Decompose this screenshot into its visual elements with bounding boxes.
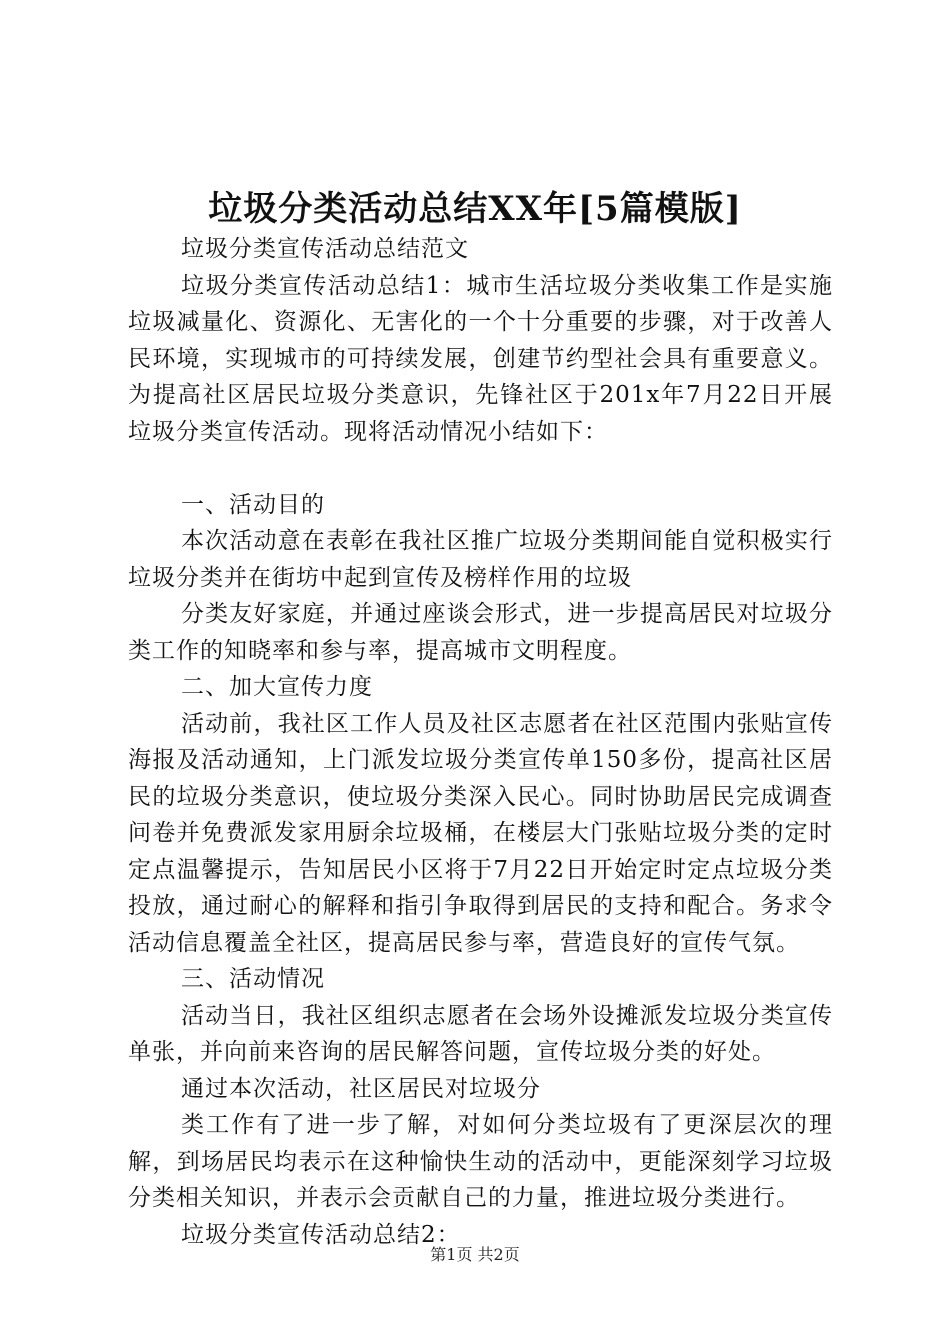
paragraph-activity-1: 活动当日，我社区组织志愿者在会场外设摊派发垃圾分类宣传单张，并向前来咨询的居民解答问题，宣传垃圾分类的好处。 — [128, 1002, 833, 1065]
section-heading-publicity: 二、加大宣传力度 — [181, 674, 373, 700]
paragraph-gap — [128, 450, 833, 487]
page-footer: 第1页 共2页 — [430, 1245, 520, 1264]
section-heading-purpose: 一、活动目的 — [181, 491, 325, 518]
paragraph-summary-2-heading: 垃圾分类宣传活动总结2： — [181, 1221, 461, 1248]
paragraph-publicity: 活动前，我社区工作人员及社区志愿者在社区范围内张贴宣传海报及活动通知，上门派发垃圾分类宣传单150多份，提高社区居民的垃圾分类意识，使垃圾分类深入民心。同时协助居民完成调查问卷并免费派发家用厨余垃圾桶，在楼层大门张贴垃圾分类的定时定点温馨提示，告知居民小区将于7月22日开始定时定点垃圾分类投放，通过耐心的解释和指引争取得到居民的支持和配合。务求令活动信息覆盖全社区，提高居民参与率，营造良好的宣传气氛。 — [128, 710, 833, 956]
paragraph-heading-sample: 垃圾分类宣传活动总结范文 — [181, 236, 469, 262]
paragraph-purpose-2: 分类友好家庭，并通过座谈会形式，进一步提高居民对垃圾分类工作的知晓率和参与率，提高城市文明程度。 — [128, 601, 833, 664]
section-heading-activity: 三、活动情况 — [181, 966, 325, 992]
document-title: 垃圾分类活动总结XX年[5篇模版] — [208, 189, 742, 229]
document-body — [128, 231, 833, 1253]
paragraph-summary-1-intro: 垃圾分类宣传活动总结1：城市生活垃圾分类收集工作是实施垃圾减量化、资源化、无害化的一个十分重要的步骤，对于改善人民环境，实现城市的可持续发展，创建节约型社会具有重要意义。为提高社区居民垃圾分类意识，先锋社区于201x年7月22日开展垃圾分类宣传活动。现将活动情况小结如下： — [128, 272, 833, 445]
paragraph-purpose-1: 本次活动意在表彰在我社区推广垃圾分类期间能自觉积极实行垃圾分类并在街坊中起到宣传及榜样作用的垃圾 — [128, 528, 833, 591]
paragraph-activity-3: 类工作有了进一步了解，对如何分类垃圾有了更深层次的理解，到场居民均表示在这种愉快生动的活动中，更能深刻学习垃圾分类相关知识，并表示会贡献自己的力量，推进垃圾分类进行。 — [128, 1112, 833, 1211]
paragraph-activity-2: 通过本次活动，社区居民对垃圾分 — [181, 1075, 541, 1102]
